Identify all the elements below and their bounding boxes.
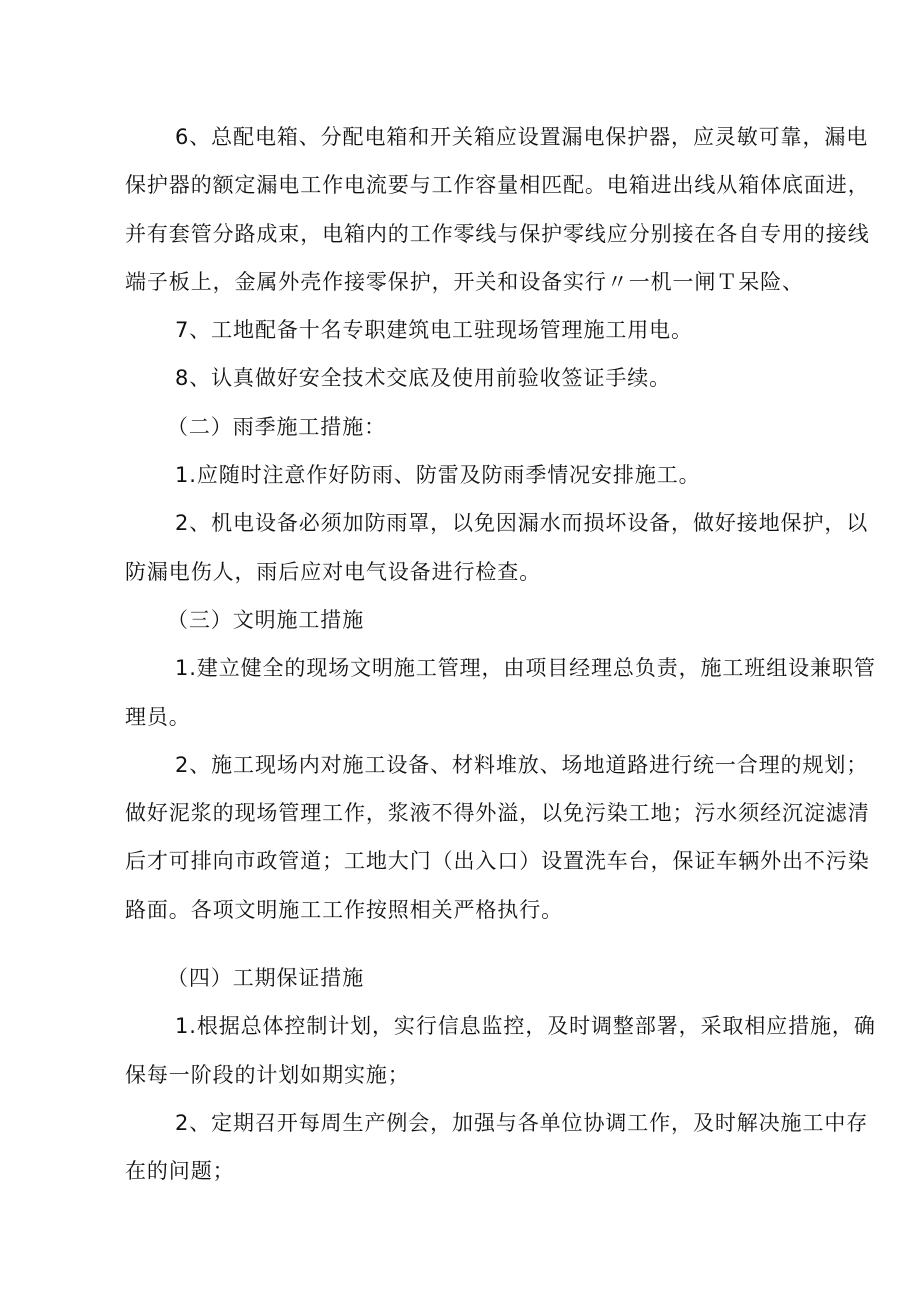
text-line: 7、工地配备十名专职建筑电工驻现场管理施工用电。: [175, 318, 693, 343]
text-line: 保护器的额定漏电工作电流要与工作容量相匹配。电箱进出线从箱体底面进，: [125, 173, 870, 198]
paragraph-rain-1: [125, 451, 815, 499]
text-line: 路面。各项文明施工工作按照相关严格执行。: [125, 897, 563, 922]
text-line: 2、机电设备必须加防雨罩，以免因漏水而损坏设备，做好接地保护，以: [175, 511, 869, 536]
paragraph-item-7: [125, 306, 815, 354]
text-line: （二）雨季施工措施：: [167, 414, 386, 439]
paragraph-schedule-1: [125, 1002, 876, 1099]
text-line: 1.建立健全的现场文明施工管理，由项目经理总负责，施工班组设兼职管: [175, 656, 876, 681]
text-line: 并有套管分路成束，电箱内的工作零线与保护零线应分别接在各自专用的接线: [125, 221, 870, 246]
section-heading-schedule-assurance: [125, 954, 815, 1002]
text-line: 2、施工现场内对施工设备、材料堆放、场地道路进行统一合理的规划；: [175, 752, 869, 777]
text-line: 6、总配电箱、分配电箱和开关箱应设置漏电保护器，应灵敏可靠，漏电: [175, 125, 869, 149]
text-line: 做好泥浆的现场管理工作，浆液不得外溢，以免污染工地；污水须经沉淀滤清: [125, 801, 870, 826]
paragraph-civil-1: [125, 644, 876, 741]
paragraph-item-6: [125, 113, 870, 306]
text-line: 端子板上，金属外壳作接零保护，开关和设备实行〃一机一闸Ｔ呆险、: [125, 269, 804, 294]
text-line: 8、认真做好安全技术交底及使用前验收签证手续。: [175, 366, 672, 391]
text-line: （四）工期保证措施: [167, 966, 365, 991]
section-heading-rainy-season: [125, 403, 815, 451]
text-line: 理员。: [125, 704, 191, 729]
text-line: 保每一阶段的计划如期实施；: [125, 1062, 410, 1087]
section-heading-civilized-construction: [125, 596, 815, 644]
text-line: 1.根据总体控制计划，实行信息监控，及时调整部署，采取相应措施，确: [175, 1014, 876, 1039]
paragraph-item-8: [125, 354, 815, 402]
text-line: 1.应随时注意作好防雨、防雷及防雨季情况安排施工。: [175, 463, 701, 488]
paragraph-civil-2: [125, 741, 870, 934]
text-line: 在的问题；: [125, 1159, 235, 1184]
paragraph-spacer: [125, 934, 815, 954]
document-body: [125, 113, 876, 1196]
text-line: 2、定期召开每周生产例会，加强与各单位协调工作，及时解决施工中存: [175, 1110, 869, 1135]
text-line: （三）文明施工措施: [167, 607, 365, 632]
paragraph-schedule-2: [125, 1099, 869, 1196]
paragraph-rain-2: [125, 499, 869, 596]
text-line: 后才可排向市政管道；工地大门（出入口）设置洗车台，保证车辆外出不污染: [125, 849, 870, 874]
text-line: 防漏电伤人，雨后应对电气设备进行检查。: [125, 559, 542, 584]
